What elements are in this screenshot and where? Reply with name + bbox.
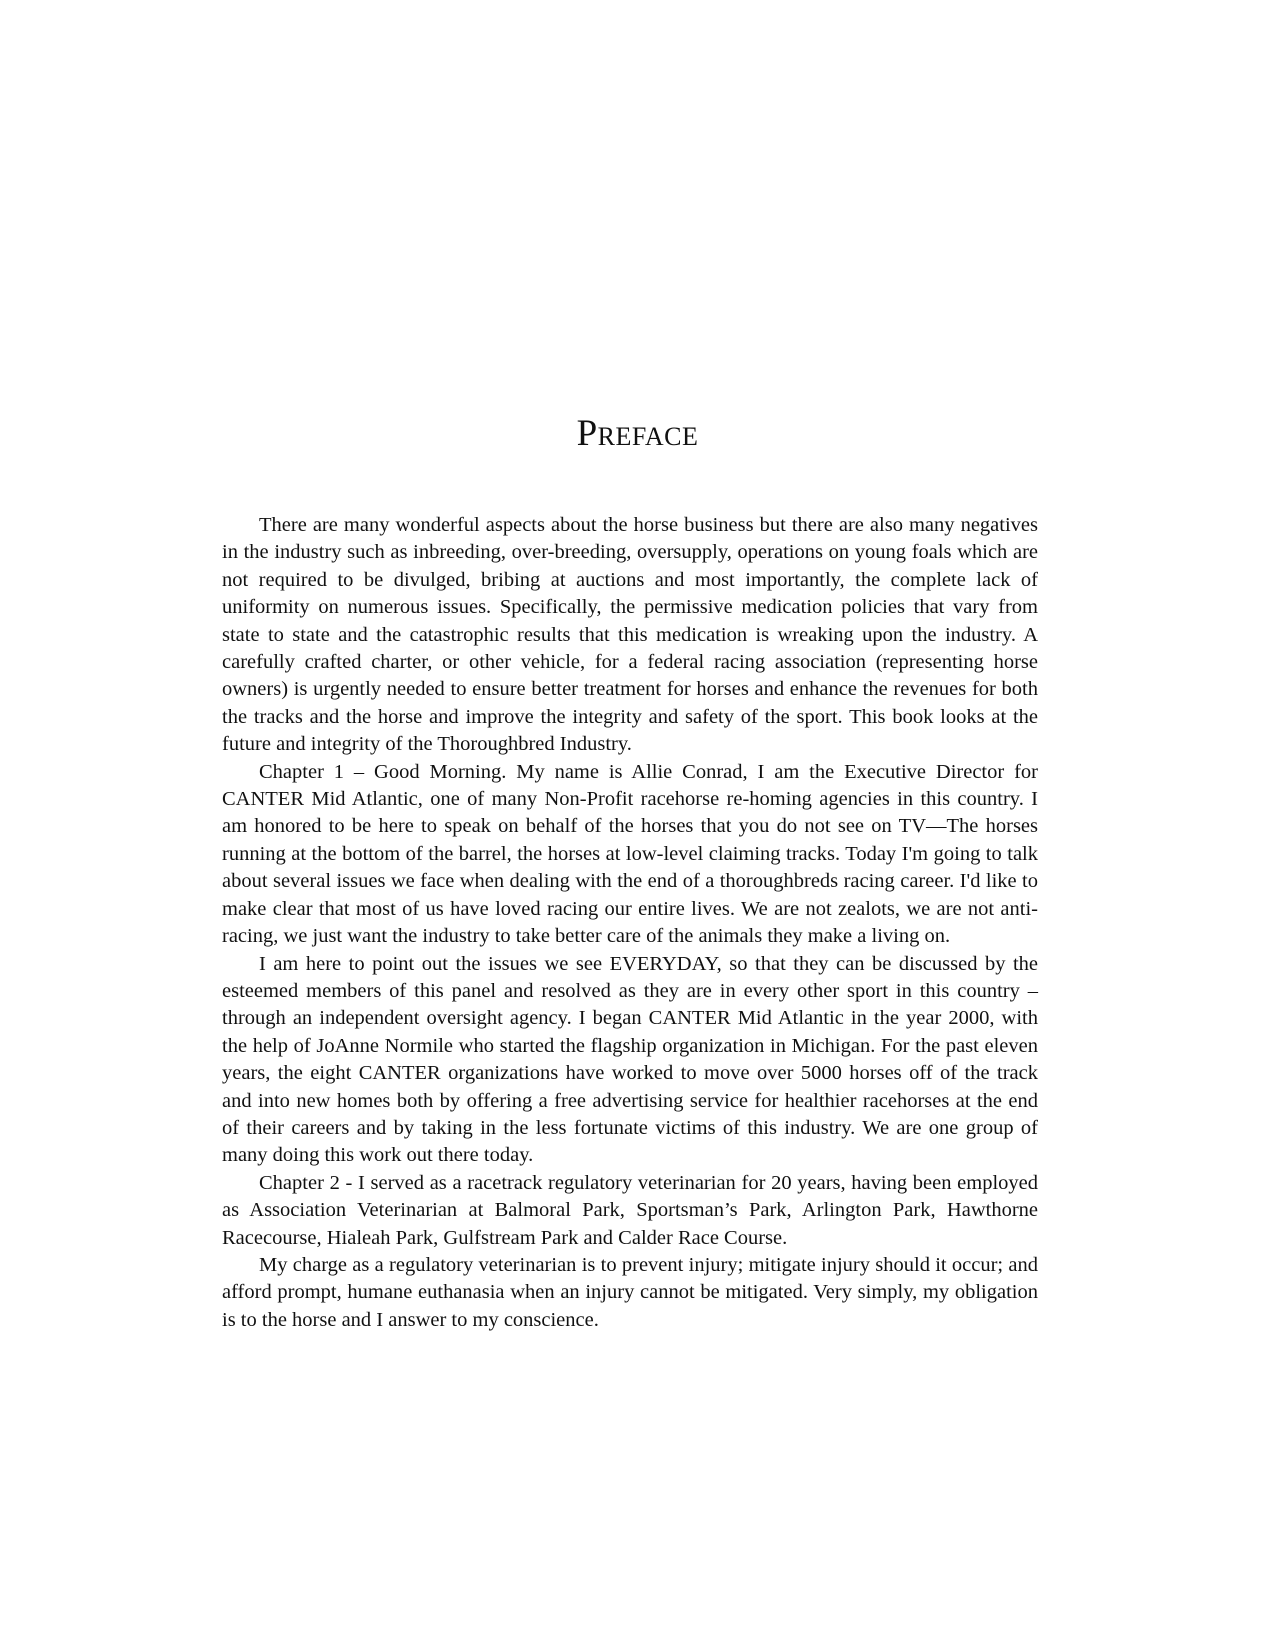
paragraph-5: My charge as a regulatory veterinarian is to prevent injury; mitigate injury should it occur; and afford prompt, humane euthanasia when an injury cannot be mitigated. Very simply, my obligation is to the horse and I answer to my conscience. xyxy=(222,1253,1038,1331)
paragraph-4: Chapter 2 - I served as a racetrack regulatory veterinarian for 20 years, having been employed as Association Veterinarian at Balmoral Park, Sportsman’s Park, Arlington Park, Hawthorne Racecourse, Hialeah Park, Gulfstream Park and Calder Race Course. xyxy=(222,1171,1038,1249)
paragraph-1: There are many wonderful aspects about the horse business but there are also many negatives in the industry such as inbreeding, over-breeding, oversupply, operations on young foals which are not required to be divulged, bribing at auctions and most importantly, the complete lack of uniformity on numerous issues. Specifically, the permissive medication policies that vary from state to state and the catastrophic results that this medication is wreaking upon the industry. A carefully crafted charter, or other vehicle, for a federal racing association (representing horse owners) is urgently needed to ensure better treatment for horses and enhance the revenues for both the tracks and the horse and improve the integrity and safety of the sport. This book looks at the future and integrity of the Thoroughbred Industry. xyxy=(222,514,1038,756)
preface-body xyxy=(222,512,1038,1334)
paragraph-3: I am here to point out the issues we see EVERYDAY, so that they can be discussed by the esteemed members of this panel and resolved as they are in every other sport in this country – through an independent oversight agency. I began CANTER Mid Atlantic in the year 2000, with the help of JoAnne Normile who started the flagship organization in Michigan. For the past eleven years, the eight CANTER organizations have worked to move over 5000 horses off of the track and into new homes both by offering a free advertising service for healthier racehorses at the end of their careers and by taking in the less fortunate victims of this industry. We are one group of many doing this work out there today. xyxy=(222,952,1038,1167)
page-title: Preface xyxy=(576,413,699,454)
paragraph-2: Chapter 1 – Good Morning. My name is Allie Conrad, I am the Executive Director for CANTER Mid Atlantic, one of many Non-Profit racehorse re-homing agencies in this country. I am honored to be here to speak on behalf of the horses that you do not see on TV—The horses running at the bottom of the barrel, the horses at low-level claiming tracks. Today I'm going to talk about several issues we face when dealing with the end of a thoroughbreds racing career. I'd like to make clear that most of us have loved racing our entire lives. We are not zealots, we are not anti-racing, we just want the industry to take better care of the animals they make a living on. xyxy=(222,760,1038,948)
